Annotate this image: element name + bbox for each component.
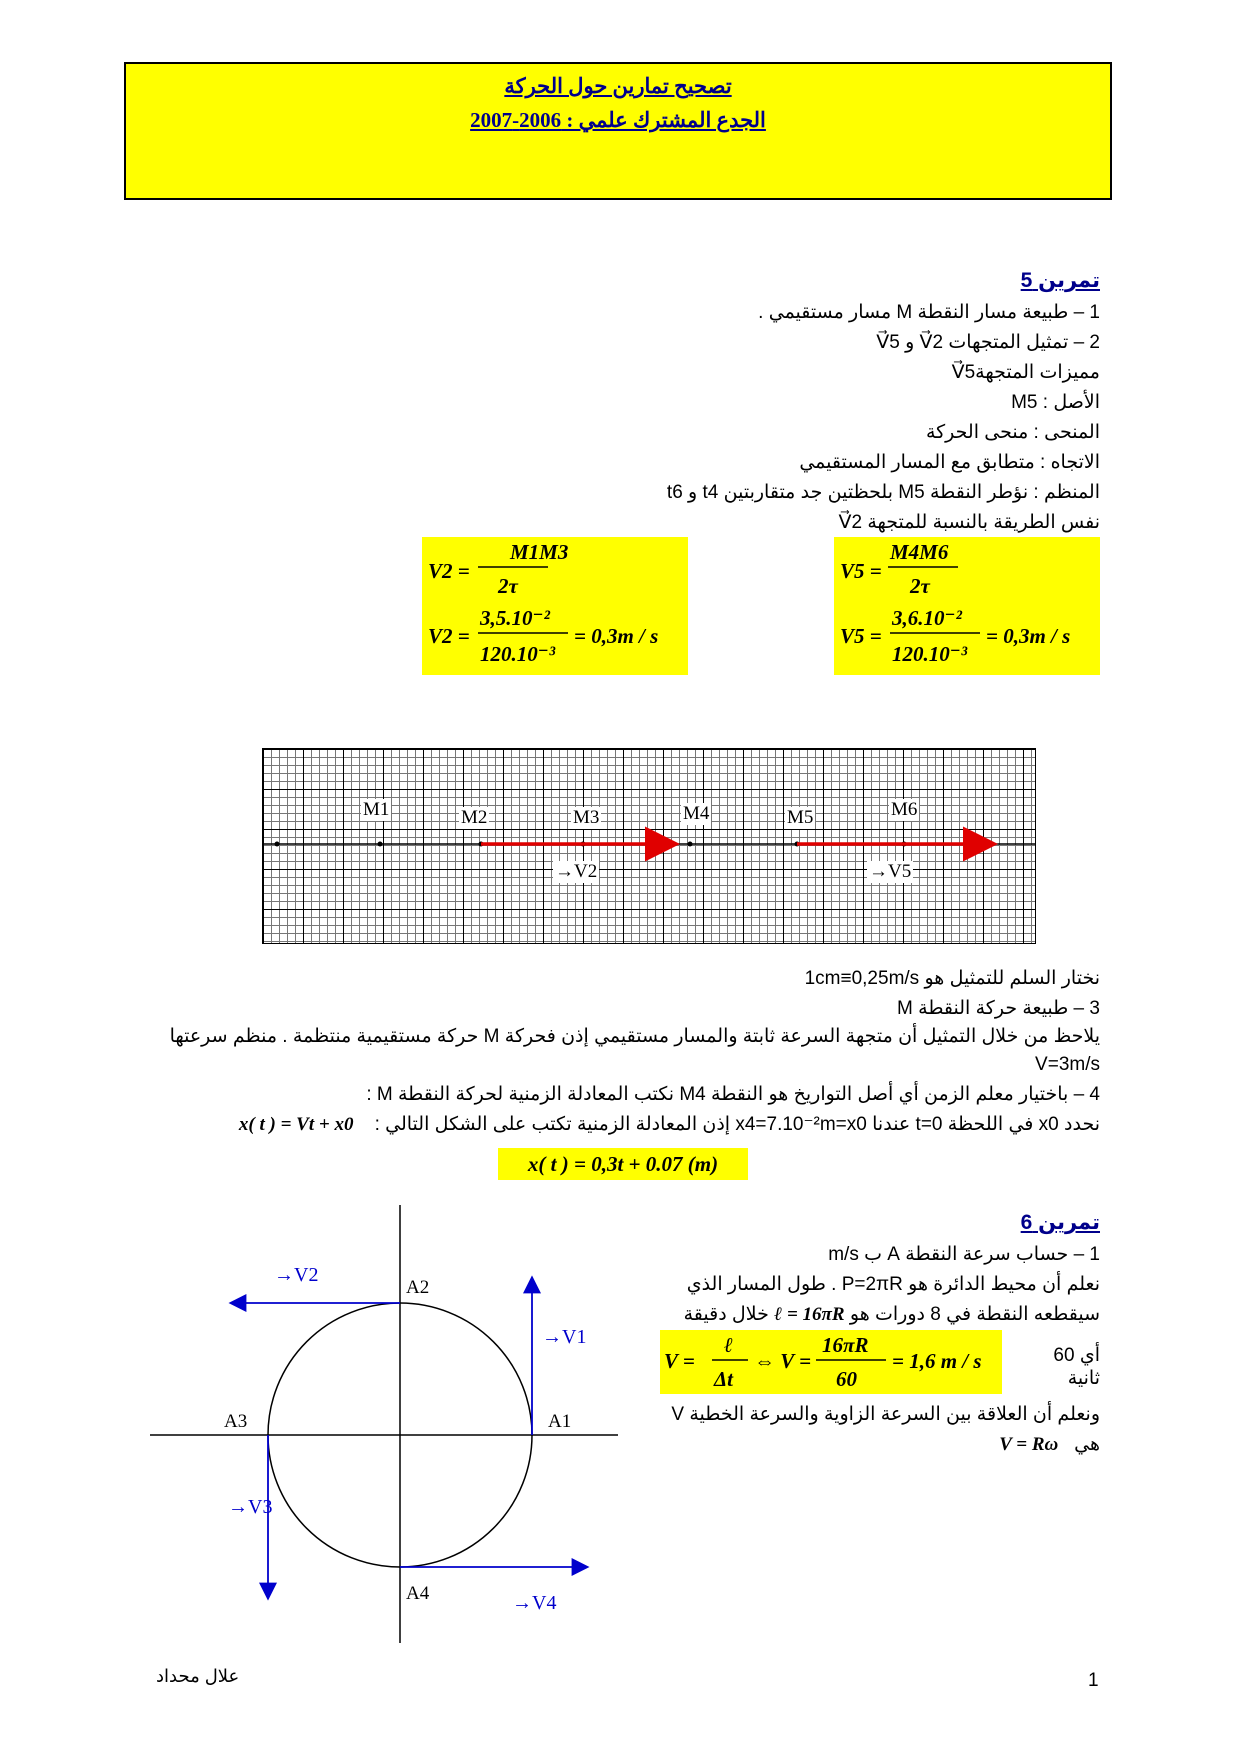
ex6-f-b-den: 60	[836, 1367, 857, 1391]
ex6-line-3c: خلال دقيقة	[683, 1304, 769, 1325]
ex5-line-2: 2 – تمثيل المتجهات V⃗2 و V⃗5	[876, 332, 1100, 353]
label-m4: M4	[683, 803, 710, 824]
label-a2: A2	[406, 1277, 430, 1298]
label-m6: M6	[891, 799, 918, 820]
final-equation: x( t ) = 0,3t + 0.07 (m)	[527, 1152, 719, 1176]
trajectory-svg	[263, 749, 1035, 943]
ex5-line-13: 4 – باختيار معلم الزمن أي أصل التواريخ هو النقطة M4 نكتب المعادلة الزمنية لحركة النقطة M :	[366, 1084, 1100, 1105]
formula-v2-svg	[422, 537, 688, 675]
ex5-line-3: مميزات المتجهةV⃗5	[951, 362, 1100, 383]
ex6-length-formula: ℓ = 16πR	[774, 1304, 845, 1325]
formula-v5-svg	[834, 537, 1100, 675]
ex6-line-3	[640, 1302, 1100, 1328]
ex5-title: تمرين 5	[1020, 269, 1100, 292]
ex5-generic-equation: x( t ) = Vt + x0	[238, 1114, 354, 1135]
v5-lhs: V5 =	[840, 559, 882, 583]
label-m2: M2	[461, 807, 488, 828]
ex6-f-c: = 1,6 m / s	[892, 1349, 982, 1373]
ex6-f-a-den: Δt	[714, 1367, 734, 1391]
ex5-line-14	[140, 1112, 1100, 1138]
ex5-line-12: V=3m/s	[1035, 1054, 1100, 1075]
ex6-title: تمرين 6	[1020, 1211, 1100, 1234]
formula-ex6-svg	[660, 1330, 1002, 1394]
v5b-rhs: = 0,3m / s	[986, 624, 1071, 648]
ex5-line-4: الأصل : M5	[1011, 392, 1100, 413]
formula-box-v2	[422, 537, 688, 675]
ex6-f-a-num: ℓ	[724, 1333, 733, 1357]
label-a1: A1	[548, 1411, 572, 1432]
v2-den: 2τ	[498, 574, 518, 598]
v5b-den: 120.10⁻³	[892, 642, 968, 666]
ex5-title-row	[140, 268, 1100, 295]
point-m1	[378, 842, 383, 847]
label-m5: M5	[787, 807, 814, 828]
ex6-f-b-num: 16πR	[822, 1333, 869, 1357]
v5-den: 2τ	[910, 574, 930, 598]
ex6-f-b: ⇔ V =	[754, 1349, 812, 1373]
formula-box-v5	[834, 537, 1100, 675]
page-number: 1	[1088, 1670, 1099, 1691]
doc-subtitle: الجدع المشترك علمي : 2006-2007	[470, 108, 766, 132]
v2-lhs: V2 =	[428, 559, 470, 583]
ex6-relation-formula: V = Rω	[999, 1434, 1059, 1455]
point-origin	[275, 842, 280, 847]
label-v3: →V3	[228, 1496, 273, 1518]
ex6-f-a: V =	[664, 1349, 695, 1373]
ex5-line-5: المنحى : منحى الحركة	[925, 422, 1100, 443]
label-v2-circle: →V2	[274, 1264, 319, 1286]
author-name: علال محداد	[156, 1666, 240, 1686]
ex5-line-11: يلاحظ من خلال التمثيل أن متجهة السرعة ثابتة والمسار مستقيمي إذن فحركة M حركة مستقيمية منتظمة . منظم سرعتها	[169, 1026, 1100, 1047]
title-box	[124, 62, 1112, 200]
label-a4: A4	[406, 1583, 430, 1604]
label-v5: →V5	[869, 861, 912, 882]
label-a3: A3	[224, 1411, 248, 1432]
ex5-line-7: المنظم : نؤطر النقطة M5 بلحظتين جد متقاربتين t4 و t6	[666, 482, 1100, 503]
label-v2: →V2	[555, 861, 598, 882]
ex6-line-5: ونعلم أن العلاقة بين السرعة الزاوية والسرعة الخطية V	[671, 1404, 1100, 1425]
label-v1: →V1	[542, 1326, 587, 1348]
v2b-rhs: = 0,3m / s	[574, 624, 659, 648]
doc-title: تصحيح تمارين حول الحركة	[504, 74, 732, 98]
final-equation-box	[498, 1148, 748, 1180]
v2b-num: 3,5.10⁻²	[480, 606, 550, 630]
v2b-lhs: V2 =	[428, 624, 470, 648]
ex5-line-8: نفس الطريقة بالنسبة للمتجهة V⃗2	[838, 512, 1100, 533]
ex6-line-6a: هي	[1074, 1434, 1100, 1455]
ex5-line-14-text: نحدد x0 في اللحظة t=0 عندنا x4=7.10⁻²m=x0 إذن المعادلة الزمنية تكتب على الشكل التالي :	[374, 1114, 1100, 1135]
ex5-line-1: 1 – طبيعة مسار النقطة M مسار مستقيمي .	[758, 302, 1100, 323]
label-v4: →V4	[512, 1592, 557, 1614]
v5b-lhs: V5 =	[840, 624, 882, 648]
v2-num: M1M3	[510, 540, 569, 564]
ex6-line-3a: سيقطعه النقطة في 8 دورات هو	[849, 1304, 1100, 1325]
v5b-num: 3,6.10⁻²	[892, 606, 962, 630]
ex6-line-2: نعلم أن محيط الدائرة هو P=2πR . طول المسار الذي	[686, 1274, 1100, 1295]
v2b-den: 120.10⁻³	[480, 642, 556, 666]
ex5-line-9: نختار السلم للتمثيل هو 1cm≡0,25m/s	[804, 968, 1100, 989]
label-m1: M1	[363, 799, 390, 820]
ex6-line-6	[640, 1432, 1100, 1458]
graph-paper	[262, 748, 1036, 944]
v5-num: M4M6	[890, 540, 949, 564]
point-m4	[688, 842, 693, 847]
ex6-line-1: 1 – حساب سرعة النقطة A ب m/s	[828, 1244, 1100, 1265]
circle-diagram	[140, 1205, 620, 1645]
label-m3: M3	[573, 807, 600, 828]
formula-box-ex6	[660, 1330, 1002, 1394]
ex5-line-6: الاتجاه : متطابق مع المسار المستقيمي	[799, 452, 1100, 473]
ex6-line-4: أي 60 ثانية	[1053, 1345, 1100, 1389]
ex5-line-10: 3 – طبيعة حركة النقطة M	[897, 998, 1100, 1019]
